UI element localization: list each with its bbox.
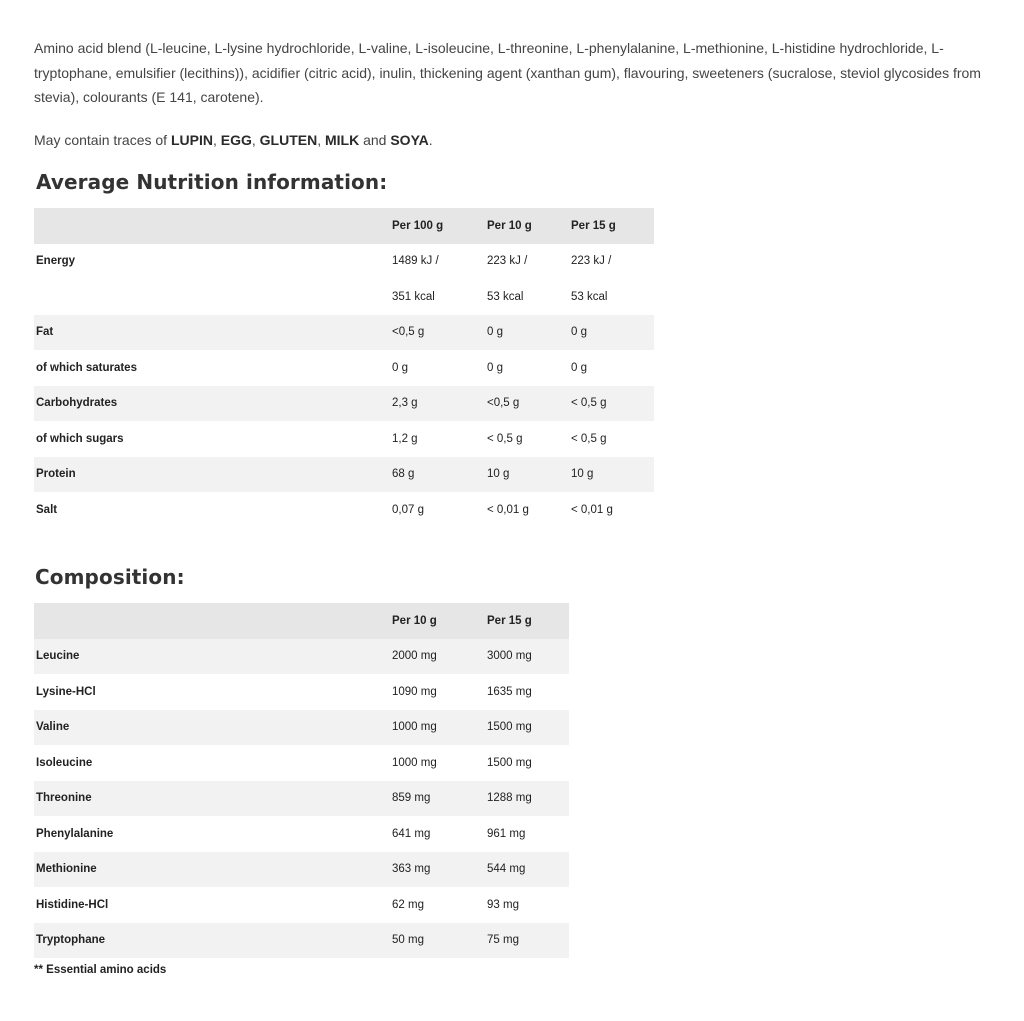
value-per-100g: 0 g xyxy=(392,361,408,374)
traces-conjunction: and xyxy=(359,132,391,148)
nutrition-header-per-100g: Per 100 g xyxy=(390,208,485,244)
value-per-15g: 1635 mg xyxy=(487,685,532,698)
allergen-milk: MILK xyxy=(324,132,360,148)
value-per-10g: < 0,01 g xyxy=(487,503,529,516)
value-per-10g: 223 kJ / xyxy=(487,255,528,268)
nutrition-header-label xyxy=(34,208,390,244)
value-per-100g: 1,2 g xyxy=(392,432,418,445)
amino-acid-label: Phenylalanine xyxy=(36,827,114,840)
essential-amino-acids-footnote: ** Essential amino acids xyxy=(34,964,167,976)
value-per-10g: < 0,5 g xyxy=(487,432,523,445)
value-per-10g: 0 g xyxy=(485,315,569,351)
table-row xyxy=(34,279,654,315)
value-per-15g: 961 mg xyxy=(487,827,526,840)
composition-header-row xyxy=(34,603,569,639)
nutrition-header-row xyxy=(34,208,654,244)
table-row xyxy=(34,492,654,528)
nutrient-label: of which saturates xyxy=(36,361,137,374)
value-per-10g: 50 mg xyxy=(390,923,485,959)
value-per-15g: 3000 mg xyxy=(485,639,569,675)
nutrition-header-per-15g: Per 15 g xyxy=(569,208,654,244)
value-per-10g: 62 mg xyxy=(392,898,424,911)
value-per-100g: 1489 kJ / xyxy=(392,255,439,268)
value-per-100g: 0,07 g xyxy=(392,503,424,516)
value-per-100g: 2,3 g xyxy=(390,386,485,422)
traces-separator: , xyxy=(212,132,221,148)
value-per-10g: 641 mg xyxy=(392,827,431,840)
value-per-100g: 68 g xyxy=(390,457,485,493)
value-per-15g: 53 kcal xyxy=(571,290,608,303)
table-row xyxy=(34,421,654,457)
allergen-traces-text xyxy=(34,128,934,152)
value-per-10g: 10 g xyxy=(485,457,569,493)
value-per-10g: 53 kcal xyxy=(487,290,524,303)
allergen-egg: EGG xyxy=(220,132,252,148)
nutrient-label xyxy=(34,279,390,315)
amino-acid-label: Threonine xyxy=(34,781,390,817)
table-row xyxy=(34,781,569,817)
ingredients-text: Amino acid blend (L-leucine, L-lysine hydrochloride, L-valine, L-isoleucine, L-threonine, L-phenylalanine, L-methionine, L-histidine hydrochloride, L-tryptophane, emulsifier (lecithins)), acidifier (citric acid), inulin, thickening agent (xanthan gum), flavouring, sweeteners (sucralose, steviol glycosides from stevia), colourants (E 141, carotene). xyxy=(34,40,981,105)
nutrient-label: Fat xyxy=(34,315,390,351)
value-per-15g: 10 g xyxy=(569,457,654,493)
table-row xyxy=(34,674,569,710)
composition-header-per-15g: Per 15 g xyxy=(485,603,569,639)
nutrient-label: Protein xyxy=(34,457,390,493)
amino-acid-label: Methionine xyxy=(34,852,390,888)
composition-header-label xyxy=(34,603,390,639)
composition-table xyxy=(34,603,569,958)
value-per-100g: <0,5 g xyxy=(390,315,485,351)
nutrient-label: Carbohydrates xyxy=(34,386,390,422)
value-per-15g: < 0,5 g xyxy=(571,432,607,445)
value-per-10g: 2000 mg xyxy=(390,639,485,675)
composition-title: Composition: xyxy=(35,565,185,589)
allergen-gluten: GLUTEN xyxy=(259,132,318,148)
table-row xyxy=(34,639,569,675)
allergen-lupin: LUPIN xyxy=(170,132,213,148)
traces-separator: , xyxy=(317,132,325,148)
amino-acid-label: Tryptophane xyxy=(34,923,390,959)
value-per-10g: 0 g xyxy=(487,361,503,374)
nutrition-table xyxy=(34,208,654,528)
table-row xyxy=(34,244,654,280)
amino-acid-label: Valine xyxy=(34,710,390,746)
value-per-10g: 859 mg xyxy=(390,781,485,817)
table-row xyxy=(34,386,654,422)
amino-acid-label: Isoleucine xyxy=(36,756,93,769)
value-per-15g: 223 kJ / xyxy=(571,255,612,268)
table-row xyxy=(34,350,654,386)
value-per-10g: 1090 mg xyxy=(392,685,437,698)
value-per-15g: 1288 mg xyxy=(485,781,569,817)
value-per-15g: 0 g xyxy=(569,315,654,351)
value-per-15g: 75 mg xyxy=(485,923,569,959)
value-per-15g: 1500 mg xyxy=(487,756,532,769)
nutrient-label: Salt xyxy=(36,503,58,516)
value-per-10g: 1000 mg xyxy=(390,710,485,746)
value-per-10g: <0,5 g xyxy=(485,386,569,422)
traces-prefix: May contain traces of xyxy=(34,132,171,148)
value-per-15g: < 0,01 g xyxy=(571,503,613,516)
traces-separator: , xyxy=(251,132,260,148)
table-row xyxy=(34,457,654,493)
value-per-15g: 1500 mg xyxy=(485,710,569,746)
table-row xyxy=(34,887,569,923)
nutrient-label: Energy xyxy=(36,255,75,268)
nutrient-label: of which sugars xyxy=(36,432,124,445)
value-per-15g: 544 mg xyxy=(485,852,569,888)
value-per-15g: 93 mg xyxy=(487,898,519,911)
value-per-10g: 363 mg xyxy=(390,852,485,888)
table-row xyxy=(34,315,654,351)
value-per-15g: < 0,5 g xyxy=(569,386,654,422)
table-row xyxy=(34,923,569,959)
composition-header-per-10g: Per 10 g xyxy=(390,603,485,639)
table-row xyxy=(34,745,569,781)
table-row xyxy=(34,852,569,888)
traces-suffix: . xyxy=(428,132,433,148)
value-per-100g: 351 kcal xyxy=(392,290,435,303)
value-per-10g: 1000 mg xyxy=(392,756,437,769)
value-per-15g: 0 g xyxy=(571,361,587,374)
amino-acid-label: Histidine-HCl xyxy=(36,898,109,911)
amino-acid-label: Lysine-HCl xyxy=(36,685,96,698)
table-row xyxy=(34,816,569,852)
amino-acid-label: Leucine xyxy=(34,639,390,675)
allergen-soya: SOYA xyxy=(390,132,429,148)
table-row xyxy=(34,710,569,746)
nutrition-title: Average Nutrition information: xyxy=(36,170,388,194)
nutrition-header-per-10g: Per 10 g xyxy=(485,208,569,244)
